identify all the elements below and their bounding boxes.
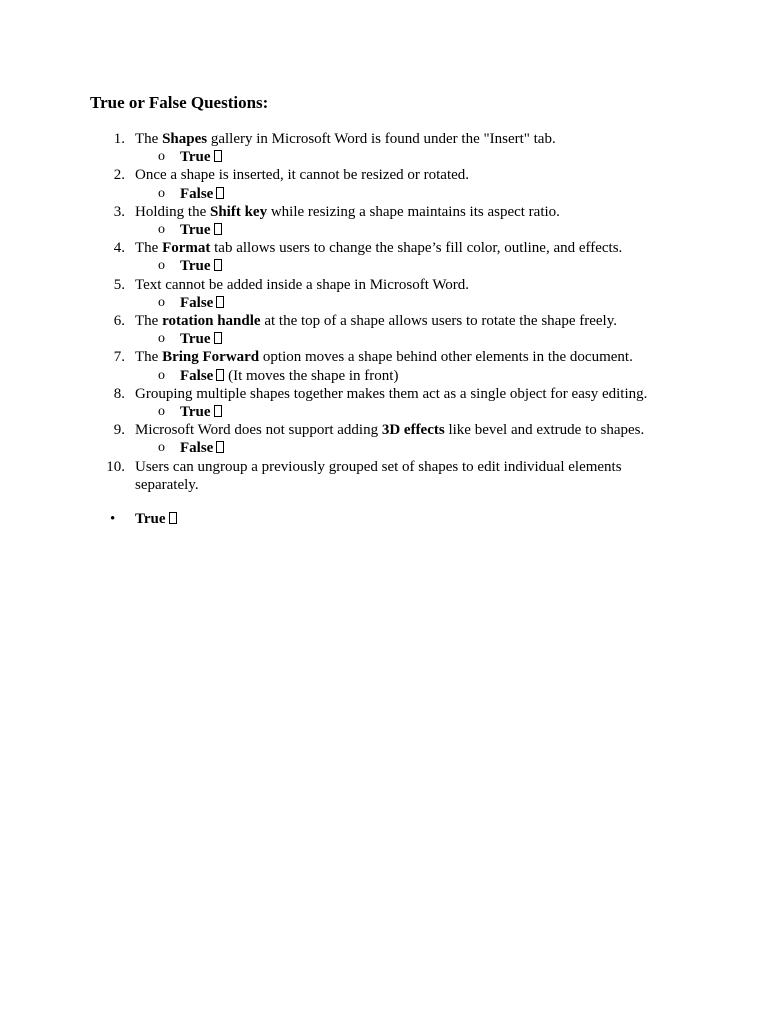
- question-text: The Format tab allows users to change the shape’s fill color, outline, and effects.: [135, 240, 623, 257]
- answer-item: [90, 257, 670, 275]
- question-number: 6.: [113, 313, 125, 330]
- question-item: [90, 385, 670, 403]
- question-text: Once a shape is inserted, it cannot be resized or rotated.: [135, 167, 470, 184]
- question-number: 5.: [113, 276, 125, 293]
- answer-item: [90, 367, 670, 385]
- page-title: True or False Questions:: [90, 93, 269, 112]
- answer-marker: o: [158, 185, 165, 201]
- answer-marker: o: [158, 404, 165, 420]
- question-item: [90, 203, 670, 221]
- answer-marker: o: [158, 440, 165, 456]
- checkbox-icon: [169, 512, 177, 524]
- question-emphasis: 3D effects: [381, 422, 445, 439]
- checkbox-icon: [214, 259, 222, 271]
- answer-item: [90, 294, 670, 312]
- answer-marker: o: [158, 331, 165, 347]
- question-item: [90, 312, 670, 330]
- answer-item: [90, 403, 670, 421]
- answer-word: True: [180, 331, 211, 348]
- question-number: 1.: [113, 131, 125, 147]
- answer-item: [90, 185, 670, 203]
- checkbox-icon: [214, 405, 222, 417]
- answer-word: False: [180, 440, 214, 457]
- question-text: Users can ungroup a previously grouped set of shapes to edit individual elements separately.: [135, 458, 622, 493]
- question-item: [90, 166, 670, 184]
- answer-word: False: [180, 185, 214, 202]
- answer-word: False: [180, 294, 214, 311]
- answer-marker: o: [158, 258, 165, 274]
- final-answer: [90, 510, 177, 528]
- answer-word: True: [180, 222, 211, 239]
- answer-word: True: [180, 149, 211, 166]
- answer-item: [90, 221, 670, 239]
- question-text: Microsoft Word does not support adding 3D effects like bevel and extrude to shapes.: [135, 422, 645, 439]
- question-item: [90, 348, 670, 366]
- answer-word: False: [180, 367, 214, 384]
- checkbox-icon: [216, 441, 224, 453]
- question-number: 8.: [113, 385, 125, 402]
- answer-marker: o: [158, 222, 165, 238]
- answer-item: [90, 148, 670, 166]
- question-number: 7.: [113, 349, 125, 366]
- answer-item: [90, 439, 670, 457]
- question-number: 9.: [113, 422, 125, 439]
- question-item: [90, 421, 670, 439]
- checkbox-icon: [216, 187, 224, 199]
- question-emphasis: Shapes: [162, 131, 208, 147]
- question-text: The rotation handle at the top of a shape allows users to rotate the shape freely.: [135, 313, 617, 330]
- answer-marker: o: [158, 294, 165, 310]
- checkbox-icon: [214, 223, 222, 235]
- question-text: Holding the Shift key while resizing a shape maintains its aspect ratio.: [135, 203, 560, 220]
- question-number: 2.: [113, 167, 125, 184]
- checkbox-icon: [216, 296, 224, 308]
- bullet-icon: •: [110, 511, 116, 527]
- final-answer-word: True: [135, 511, 166, 527]
- question-item: [90, 239, 670, 257]
- answer-word: True: [180, 404, 211, 421]
- question-number: 3.: [113, 203, 125, 220]
- question-item: [90, 276, 670, 294]
- question-emphasis: Shift key: [210, 203, 268, 220]
- checkbox-icon: [214, 332, 222, 344]
- answer-word: True: [180, 258, 211, 275]
- answer-marker: o: [158, 367, 165, 383]
- answer-note: (It moves the shape in front): [224, 367, 399, 384]
- question-text: Grouping multiple shapes together makes them act as a single object for easy editing.: [135, 385, 648, 402]
- question-emphasis: Bring Forward: [162, 349, 260, 366]
- question-item: [90, 130, 670, 148]
- question-text: Text cannot be added inside a shape in Microsoft Word.: [135, 276, 470, 293]
- question-item: [90, 458, 670, 494]
- question-number: 10.: [106, 458, 125, 475]
- question-emphasis: rotation handle: [162, 313, 261, 330]
- question-number: 4.: [113, 240, 125, 257]
- question-text: The Shapes gallery in Microsoft Word is found under the "Insert" tab.: [135, 131, 556, 147]
- question-text: The Bring Forward option moves a shape behind other elements in the document.: [135, 349, 633, 366]
- checkbox-icon: [214, 150, 222, 162]
- question-emphasis: Format: [162, 240, 211, 257]
- answer-marker: o: [158, 149, 165, 165]
- answer-item: [90, 330, 670, 348]
- question-list: [90, 130, 670, 494]
